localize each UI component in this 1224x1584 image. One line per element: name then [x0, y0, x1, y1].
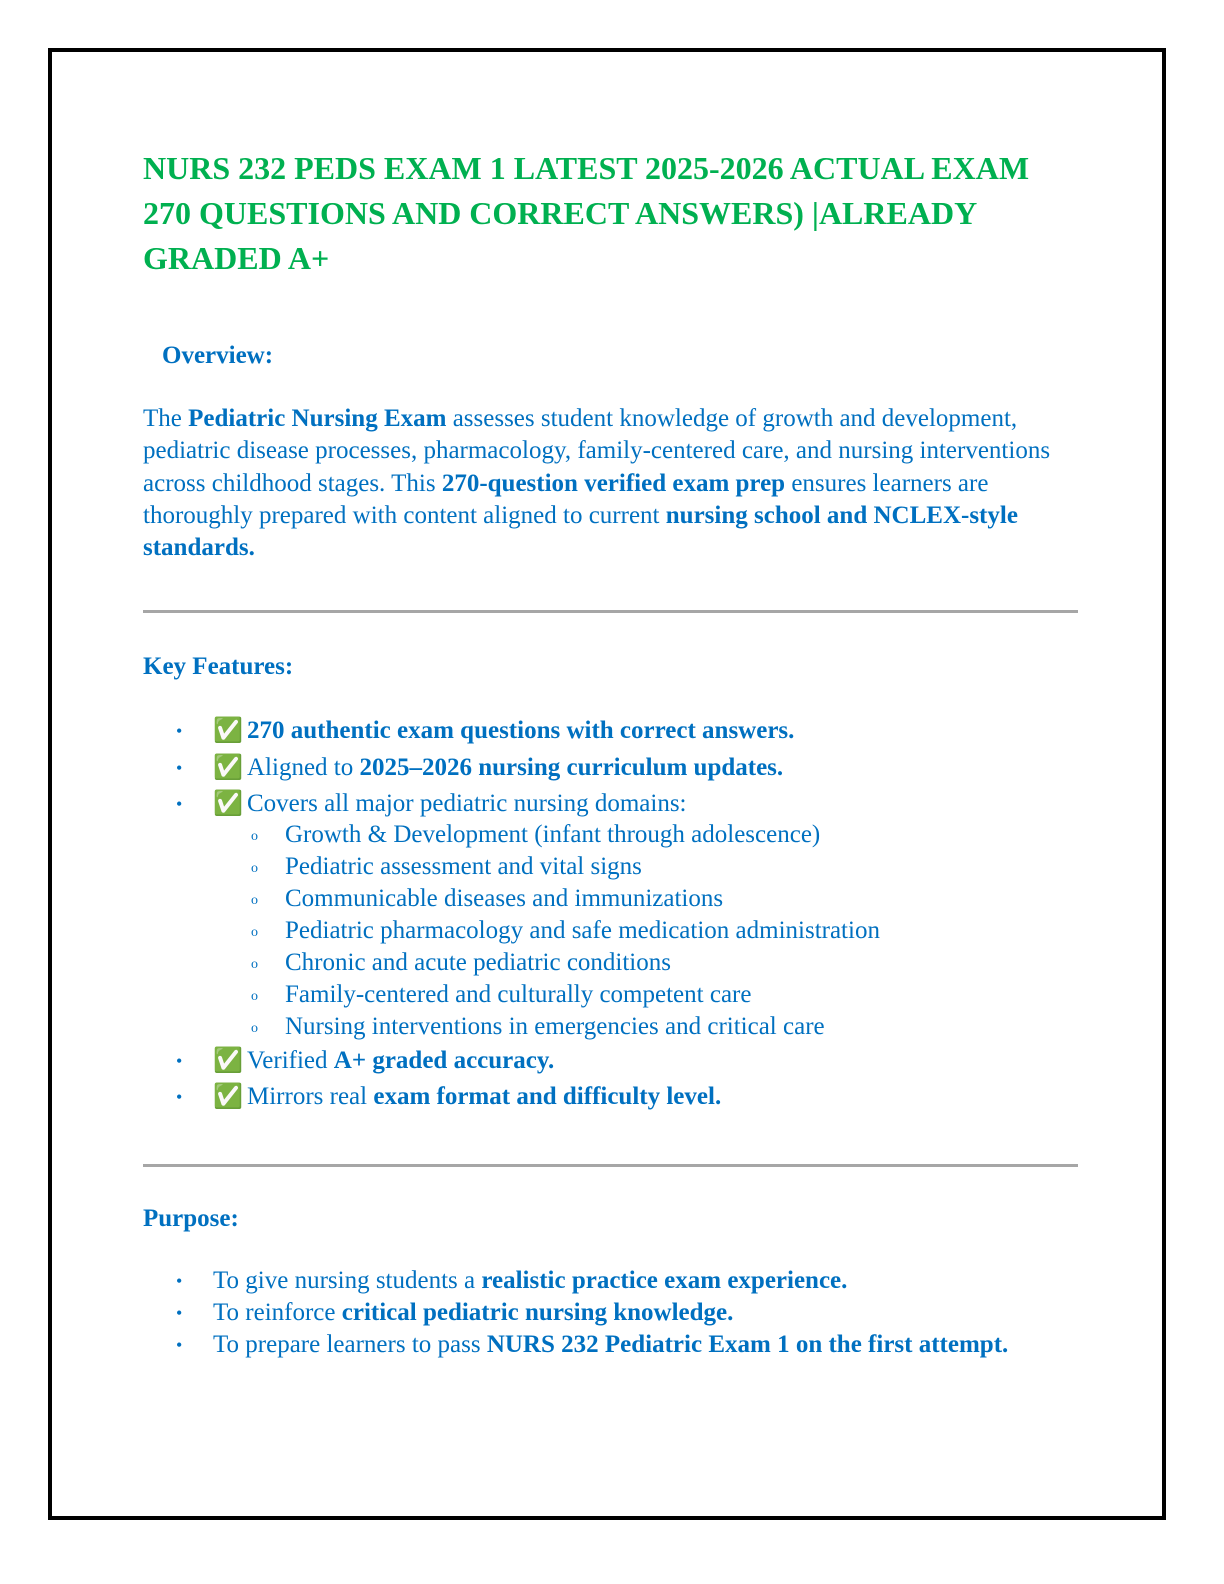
- item-bold-text: 270 authentic exam questions with correct answers.: [247, 717, 795, 745]
- item-bold-text: realistic practice exam experience.: [481, 1266, 848, 1294]
- item-bold-text: 2025–2026 nursing curriculum updates.: [359, 753, 784, 781]
- item-text: Aligned to: [247, 753, 360, 781]
- bullet-icon: •: [176, 1334, 183, 1355]
- item-text: To prepare learners to pass: [213, 1330, 487, 1358]
- item-text: Covers all major pediatric nursing domains:: [247, 790, 687, 818]
- sub-item-text: Communicable diseases and immunizations: [285, 884, 724, 912]
- overview-bold-3: nursing school and NCLEX-style standards.: [143, 501, 1018, 562]
- sub-item-text: Pediatric pharmacology and safe medication administration: [285, 916, 880, 944]
- bullet-icon: •: [176, 1270, 183, 1291]
- section-divider: [143, 1164, 1078, 1167]
- bullet-icon: •: [176, 757, 183, 778]
- sub-item-text: Pediatric assessment and vital signs: [285, 852, 642, 880]
- sublist-item: [213, 1011, 1078, 1043]
- list-item: [143, 786, 1078, 1043]
- list-item: [143, 1329, 1078, 1361]
- item-text: To give nursing students a: [213, 1266, 482, 1294]
- circle-bullet-icon: o: [251, 956, 258, 972]
- sub-item-text: Chronic and acute pediatric conditions: [285, 948, 671, 976]
- sublist-item: [213, 947, 1078, 979]
- section-divider: [143, 610, 1078, 613]
- overview-paragraph: [143, 403, 1078, 564]
- circle-bullet-icon: o: [251, 988, 258, 1004]
- document-body: [143, 146, 1078, 1361]
- check-icon: ✅: [213, 1084, 243, 1111]
- sub-item-text: Nursing interventions in emergencies and critical care: [285, 1012, 825, 1040]
- sublist-item: [213, 979, 1078, 1011]
- check-icon: ✅: [213, 754, 243, 781]
- item-text: Verified: [247, 1046, 334, 1074]
- list-item: [143, 713, 1078, 750]
- item-text: To reinforce: [213, 1298, 342, 1326]
- sublist-item: [213, 883, 1078, 915]
- purpose-list: [143, 1265, 1078, 1361]
- item-text: Mirrors real: [247, 1083, 374, 1111]
- bullet-icon: •: [176, 1050, 183, 1071]
- item-bold-text: critical pediatric nursing knowledge.: [341, 1298, 734, 1326]
- domains-sublist: [213, 819, 1078, 1043]
- key-features-list: [143, 713, 1078, 1116]
- item-bold-text: NURS 232 Pediatric Exam 1 on the first attempt.: [486, 1330, 1009, 1358]
- bullet-icon: •: [176, 721, 183, 742]
- circle-bullet-icon: o: [251, 828, 258, 844]
- key-features-heading: Key Features:: [143, 653, 294, 681]
- sub-item-text: Family-centered and culturally competent care: [285, 980, 752, 1008]
- item-bold-text: exam format and difficulty level.: [373, 1083, 722, 1111]
- overview-text-3: ensures learners are thoroughly prepared with content aligned to current: [143, 469, 989, 529]
- overview-text-1: The: [143, 405, 189, 432]
- check-icon: ✅: [213, 718, 243, 745]
- overview-bold-2: 270-question verified exam prep: [441, 469, 786, 497]
- bullet-icon: •: [176, 1087, 183, 1108]
- overview-text-2: assesses student knowledge of growth and development, pediatric disease processes, pharmacology, family-centered care, and nursing interventions across childhood stages. This: [143, 405, 1051, 497]
- list-item: [143, 1265, 1078, 1297]
- purpose-heading: Purpose:: [143, 1204, 239, 1232]
- circle-bullet-icon: o: [251, 860, 258, 876]
- sublist-item: [213, 851, 1078, 883]
- circle-bullet-icon: o: [251, 1020, 258, 1036]
- sublist-item: [213, 915, 1078, 947]
- circle-bullet-icon: o: [251, 892, 258, 908]
- item-bold-text: A+ graded accuracy.: [333, 1046, 555, 1074]
- bullet-icon: •: [176, 794, 183, 815]
- list-item: [143, 1079, 1078, 1116]
- check-icon: ✅: [213, 791, 243, 818]
- overview-heading: Overview:: [162, 342, 274, 369]
- overview-bold-1: Pediatric Nursing Exam: [188, 405, 447, 432]
- list-item: [143, 1043, 1078, 1080]
- list-item: [143, 1297, 1078, 1329]
- sub-item-text: Growth & Development (infant through adolescence): [285, 820, 821, 848]
- document-title: NURS 232 PEDS EXAM 1 LATEST 2025-2026 ACTUAL EXAM 270 QUESTIONS AND CORRECT ANSWERS) |ALREADY GRADED A+: [143, 150, 1030, 276]
- list-item: [143, 750, 1078, 787]
- circle-bullet-icon: o: [251, 924, 258, 940]
- sublist-item: [213, 819, 1078, 851]
- bullet-icon: •: [176, 1302, 183, 1323]
- check-icon: ✅: [213, 1047, 243, 1074]
